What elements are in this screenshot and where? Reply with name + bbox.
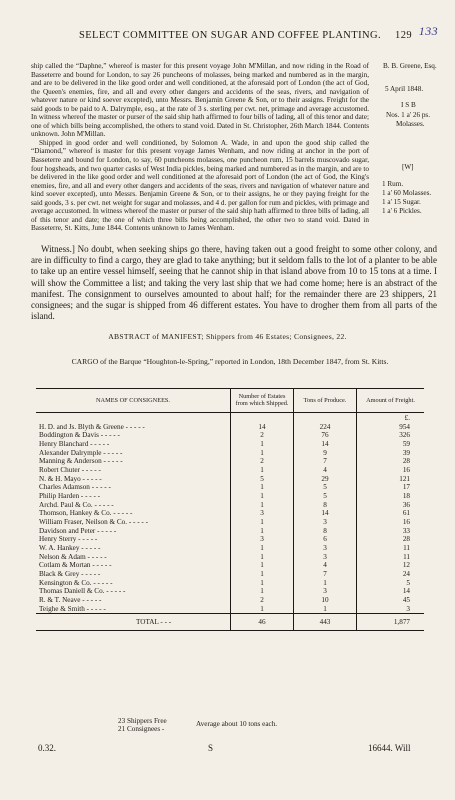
estates-count: 2 [231, 457, 294, 466]
margin-numbers: Nos. 1 a' 26 ps. [386, 111, 431, 119]
consignee-cell: Charles Adamson - - - - - [39, 483, 111, 492]
consignee-cell: Philip Harden - - - - - [39, 492, 101, 501]
freight-amount: 14 [357, 587, 425, 596]
table-row [36, 440, 424, 449]
tons-produce: 14 [294, 509, 357, 518]
consignee-name: H. D. and Js. Blyth & Greene [39, 422, 124, 431]
witness-paragraph: Witness.] No doubt, when seeking ships go there, having taken out a good freight to some other colony, and are in difficulty to find a cargo, they are glad to take anything; but it seldom falls to the lot of a planter to be able to take up an entire vessel himself, seeing that he cannot ship in that island above from 10 to 15 tons at a time. I will show the Committee a list; and taking the very last ship that we had come home; here is an abstract of the manifest. The consignment to ourselves amounted to about half; for the remainder there are 23 shippers, 21 consignees; and the sugar is shipped from 46 different estates. You have to drogher them from all parts of the island. [31, 244, 437, 322]
freight-amount: 11 [357, 553, 425, 562]
estates-count: 1 [231, 587, 294, 596]
margin-rum: 1 Rum. [382, 180, 404, 188]
consignee-cell: Thomson, Hankey & Co. - - - - - [39, 509, 133, 518]
average-note: Average about 10 tons each. [196, 720, 278, 728]
consignee-name: Black & Grey [39, 569, 80, 578]
consignee-name: Charles Adamson [39, 483, 90, 492]
freight-amount: 28 [357, 457, 425, 466]
consignee-name: Thomson, Hankey & Co. [39, 509, 112, 518]
tons-produce: 6 [294, 535, 357, 544]
estates-count: 1 [231, 492, 294, 501]
estates-count: 1 [231, 579, 294, 588]
footer-left: 0.32. [38, 743, 56, 753]
freight-amount: 18 [357, 492, 425, 501]
currency-row [36, 412, 424, 423]
handwritten-folio: 133 [418, 24, 438, 38]
consignee-cell: Teighe & Smith - - - - - [39, 604, 106, 613]
table-row [36, 466, 424, 475]
estates-count: 1 [231, 527, 294, 536]
tons-produce: 76 [294, 431, 357, 440]
consignee-name: Kensington & Co. [39, 578, 92, 587]
margin-sugar: 1 a' 15 Sugar. [382, 198, 421, 206]
consignee-name: Davidson and Peter [39, 526, 96, 535]
consignee-cell: Manning & Anderson - - - - - [39, 457, 123, 466]
tons-produce: 1 [294, 579, 357, 588]
estates-count: 2 [231, 431, 294, 440]
table-row [36, 587, 424, 596]
column-header-estates: Number of Estates from which Shipped. [231, 389, 294, 413]
tons-produce: 29 [294, 475, 357, 484]
table-row [36, 527, 424, 536]
consignee-name: R. & T. Neave [39, 595, 81, 604]
tons-produce: 3 [294, 518, 357, 527]
table-row [36, 561, 424, 570]
consignee-name: Robert Chuter [39, 466, 80, 475]
margin-mark: I S B [401, 101, 416, 109]
estates-count: 14 [231, 423, 294, 432]
freight-amount: 45 [357, 596, 425, 605]
freight-amount: 3 [357, 605, 425, 614]
table-row [36, 553, 424, 562]
table-row [36, 423, 424, 432]
estates-count: 3 [231, 509, 294, 518]
estates-count: 1 [231, 518, 294, 527]
estates-count: 1 [231, 449, 294, 458]
consignee-name: Henry Sterry [39, 535, 77, 544]
freight-amount: 16 [357, 518, 425, 527]
tons-produce: 9 [294, 449, 357, 458]
consignee-name: Cotlam & Mortan [39, 561, 91, 570]
consignee-cell: Davidson and Peter - - - - - [39, 526, 117, 535]
table-row [36, 483, 424, 492]
tons-produce: 10 [294, 596, 357, 605]
consignee-cell: N. & H. Mayo - - - - - [39, 474, 102, 483]
freight-amount: 24 [357, 570, 425, 579]
currency-unit: £. [357, 412, 425, 423]
cargo-title: CARGO of the Barque “Houghton-le-Spring,” reported in London, 18th December 1847, from St. Kitts. [71, 357, 389, 366]
consignees-count: 21 Consignees - [118, 725, 165, 734]
tons-produce: 4 [294, 466, 357, 475]
margin-molasses: 1 a' 60 Molasses. [382, 189, 432, 197]
freight-amount: 16 [357, 466, 425, 475]
running-title: SELECT COMMITTEE ON SUGAR AND COFFEE PLANTING. [78, 30, 381, 41]
column-header-names: NAMES OF CONSIGNEES. [36, 389, 231, 413]
table-row [36, 544, 424, 553]
freight-amount: 33 [357, 527, 425, 536]
consignee-cell: Boddington & Davis - - - - - [39, 431, 120, 440]
consignee-cell: W. A. Hankey - - - - - [39, 544, 101, 552]
consignee-name: Archd. Paul & Co. [39, 500, 93, 509]
freight-amount: 326 [357, 431, 425, 440]
footer-signature: S [208, 743, 214, 753]
table-row [36, 475, 424, 484]
table-row [36, 501, 424, 510]
total-tons: 443 [294, 614, 357, 631]
consignee-name: Manning & Anderson [39, 457, 102, 466]
consignee-cell: Robert Chuter - - - - - [39, 466, 101, 475]
tons-produce: 3 [294, 544, 357, 553]
table-row [36, 449, 424, 458]
consignee-cell: H. D. and Js. Blyth & Greene - - - - - [39, 422, 145, 431]
total-label: TOTAL - - - [36, 614, 231, 631]
tons-produce: 8 [294, 501, 357, 510]
tons-produce: 8 [294, 527, 357, 536]
freight-amount: 121 [357, 475, 425, 484]
consignee-cell: Thomas Daniell & Co. - - - - - [39, 587, 126, 596]
consignee-cell: Henry Sterry - - - - - [39, 535, 98, 544]
tons-produce: 14 [294, 440, 357, 449]
consignee-cell: Cotlam & Mortan - - - - - [39, 561, 112, 570]
table-row [36, 570, 424, 579]
estates-count: 1 [231, 466, 294, 475]
tons-produce: 4 [294, 561, 357, 570]
estates-count: 1 [231, 440, 294, 449]
table-row [36, 605, 424, 614]
total-row [36, 614, 424, 631]
estates-count: 1 [231, 570, 294, 579]
consignee-name: Philip Harden [39, 492, 80, 501]
footer-catchword: 16644. Will [368, 743, 411, 753]
freight-amount: 11 [357, 544, 425, 553]
consignee-name: Thomas Daniell & Co. [39, 587, 105, 596]
consignee-name: Teighe & Smith [39, 604, 85, 613]
bill-of-lading-daphne: ship called the “Daphne,” whereof is master for this present voyage John M'Millan, and now riding in the Road of Basseterre and bound for London, to say 26 puncheons of molasses, being marked and numbered as in the margin, and are to be delivered in the like good order and well conditioned, at the aforesaid port of London (the act of God, the Queen's enemies, fire, and all and every other dangers and accidents of the seas, rivers, and navigation of whatever nature or kind soever excepted), unto Messrs. Benjamin Greene & Son, or to their assigns. Freight for the said goods to be paid to A. Dalrymple, esq., at the rate of 3 s. sterling per cwt. net, primage and average accustomed. In witness whereof the master or purser of the said ship hath affirmed to four bills of lading, all of this tenor and date; one of which bills being accomplished, the others to stand void. Dated in St. Christopher, 26th March 1844. Contents unknown. John M'Millan. [31, 62, 369, 139]
consignee-cell: William Fraser, Neilson & Co. - - - - - [39, 518, 149, 527]
page-number: 129 [395, 30, 412, 41]
tons-produce: 7 [294, 570, 357, 579]
estates-count: 2 [231, 596, 294, 605]
bill-of-lading-diamond: Shipped in good order and well conditioned, by Solomon A. Wade, in and upon the good ship called the “Diamond,” whereof is master for this present voyage James Wenham, and now riding at anchor in the port of Basseterre and bound for London, to say, 60 puncheons molasses, one puncheon rum, 15 barrels muscovado sugar, four hogsheads, and two quarter casks of West India pickles, being marked and numbered as in the margin, and are to be delivered in the like good order and well conditioned at the aforesaid port of London (the act of God, the King's enemies, fire, and all and every other dangers and accidents of the seas, rivers and navigation of whatever nature and kind soever excepted), unto Messrs. Benjamin Greene & Son, or to their assigns, he or they paying freight for the said goods, 3 s. per cwt. net weight for sugar and molasses, and 4 d. per gallon for rum and pickles, with primage and average accustomed. In witness whereof the master or purser of the said ship hath affirmed to three bills of lading, all of this tenor and date; the one of which three bills being accomplished, the other two to stand void. Dated in Basseterre, St. Kitts, June 1844. Contents unknown to James Wenham. [31, 138, 369, 233]
consignee-name: W. A. Hankey [39, 544, 80, 552]
table-row [36, 457, 424, 466]
tons-produce: 3 [294, 587, 357, 596]
witness-date: 5 April 1848. [385, 85, 424, 93]
estates-count: 1 [231, 544, 294, 553]
freight-amount: 954 [357, 423, 425, 432]
estates-count: 1 [231, 483, 294, 492]
freight-amount: 61 [357, 509, 425, 518]
tons-produce: 5 [294, 483, 357, 492]
consignee-cell: Archd. Paul & Co. - - - - - [39, 500, 114, 509]
tons-produce: 3 [294, 553, 357, 562]
consignee-cell: Black & Grey - - - - - [39, 569, 101, 578]
table-row [36, 535, 424, 544]
estates-count: 1 [231, 605, 294, 614]
consignees-table-body [36, 412, 424, 613]
consignee-name: Alexander Dalrymple [39, 448, 102, 457]
manifest-abstract-heading: ABSTRACT of MANIFEST; Shippers from 46 Estates; Consignees, 22. [108, 332, 347, 341]
estates-count: 1 [231, 553, 294, 562]
column-header-tons: Tons of Produce. [294, 389, 357, 413]
freight-amount: 59 [357, 440, 425, 449]
margin-pickles: 1 a' 6 Pickles. [382, 207, 422, 215]
freight-amount: 39 [357, 449, 425, 458]
table-row [36, 596, 424, 605]
freight-amount: 28 [357, 535, 425, 544]
estates-count: 1 [231, 561, 294, 570]
shippers-count: 23 Shippers Free [118, 717, 167, 725]
tons-produce: 7 [294, 457, 357, 466]
freight-amount: 12 [357, 561, 425, 570]
consignee-name: William Fraser, Neilson & Co. [39, 518, 128, 527]
consignee-cell: Kensington & Co. - - - - - [39, 578, 113, 587]
table-row [36, 431, 424, 440]
total-freight: 1,877 [357, 614, 425, 631]
margin-w-mark: [W] [402, 163, 414, 171]
freight-amount: 17 [357, 483, 425, 492]
consignee-cell: R. & T. Neave - - - - - [39, 595, 102, 604]
table-row [36, 518, 424, 527]
witness-testimony [31, 244, 437, 322]
bill-of-lading-text [31, 62, 369, 233]
consignees-table [36, 388, 424, 631]
witness-name: B. B. Greene, Esq. [383, 62, 437, 70]
column-header-freight: Amount of Freight. [357, 389, 425, 413]
consignee-cell: Nelson & Adam - - - - - [39, 552, 107, 561]
consignee-name: Boddington & Davis [39, 431, 99, 440]
table-row [36, 579, 424, 588]
margin-goods: Molasses. [396, 120, 425, 128]
page-header [30, 24, 438, 41]
table-row [36, 492, 424, 501]
consignee-name: Nelson & Adam [39, 552, 86, 561]
freight-amount: 5 [357, 579, 425, 588]
consignee-name: N. & H. Mayo [39, 474, 81, 483]
estates-count: 1 [231, 501, 294, 510]
total-estates: 46 [231, 614, 294, 631]
tons-produce: 224 [294, 423, 357, 432]
tons-produce: 5 [294, 492, 357, 501]
tons-produce: 1 [294, 605, 357, 614]
consignee-cell: Alexander Dalrymple - - - - - [39, 448, 123, 457]
consignee-name: Henry Blanchard [39, 440, 89, 449]
shippers-summary [118, 717, 167, 734]
consignee-cell: Henry Blanchard - - - - - [39, 440, 110, 449]
freight-amount: 36 [357, 501, 425, 510]
estates-count: 5 [231, 475, 294, 484]
table-row [36, 509, 424, 518]
estates-count: 3 [231, 535, 294, 544]
